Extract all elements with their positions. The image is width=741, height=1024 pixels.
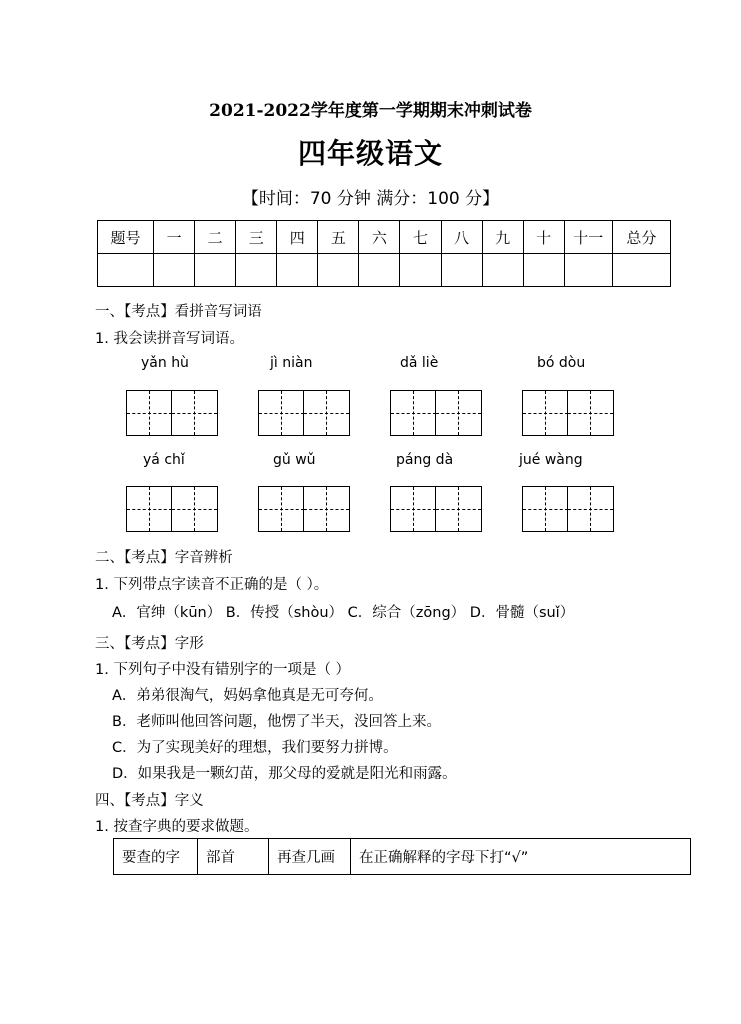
score-header-cell: 总分: [612, 221, 670, 254]
score-header-cell: 六: [359, 221, 400, 254]
writing-grid[interactable]: [126, 390, 218, 436]
score-header-cell: 九: [482, 221, 523, 254]
section2-options: A．官绅（kūn） B．传授（shòu） C．综合（zōng） D．骨髓（suǐ）: [112, 605, 575, 621]
pinyin-label: yǎn hù: [141, 355, 189, 371]
score-header-cell: 三: [236, 221, 277, 254]
dictionary-table-header-row: [114, 839, 691, 875]
pinyin-label: jì niàn: [270, 355, 313, 371]
score-entry-cell[interactable]: [318, 254, 359, 287]
pinyin-label: dǎ liè: [400, 355, 439, 371]
score-header-cell: 八: [441, 221, 482, 254]
score-entry-cell[interactable]: [98, 254, 154, 287]
score-entry-cell[interactable]: [359, 254, 400, 287]
score-entry-cell[interactable]: [195, 254, 236, 287]
writing-grid[interactable]: [390, 486, 482, 532]
score-header-cell: 四: [277, 221, 318, 254]
score-header-cell: 五: [318, 221, 359, 254]
score-header-cell: 题号: [98, 221, 154, 254]
section3-heading: 三、【考点】字形: [95, 636, 204, 652]
score-header-cell: 七: [400, 221, 441, 254]
score-entry-cell[interactable]: [482, 254, 523, 287]
exam-meta: 【时间：70 分钟 满分：100 分】: [241, 189, 500, 209]
score-header-cell: 十: [523, 221, 564, 254]
score-entry-cell[interactable]: [400, 254, 441, 287]
section2-question: 1. 下列带点字读音不正确的是（ ）。: [95, 577, 329, 593]
score-table: [97, 220, 671, 287]
section1-heading: 一、【考点】看拼音写词语: [95, 304, 262, 320]
exam-subject-title: 四年级语文: [297, 137, 443, 170]
score-entry-cell[interactable]: [441, 254, 482, 287]
score-entry-cell[interactable]: [612, 254, 670, 287]
score-table-entry-row: [98, 254, 671, 287]
score-header-cell: 十一: [564, 221, 612, 254]
writing-grid[interactable]: [126, 486, 218, 532]
dictionary-header-cell: 再查几画: [269, 839, 351, 875]
dictionary-header-cell: 部首: [198, 839, 269, 875]
section3-option-c: C．为了实现美好的理想，我们要努力拼博。: [112, 740, 398, 756]
section3-option-a: A．弟弟很淘气，妈妈拿他真是无可夸何。: [112, 688, 383, 704]
pinyin-label: yá chǐ: [143, 452, 185, 468]
score-entry-cell[interactable]: [236, 254, 277, 287]
section3-option-d: D．如果我是一颗幻苗，那父母的爱就是阳光和雨露。: [112, 766, 457, 782]
score-entry-cell[interactable]: [154, 254, 195, 287]
score-header-cell: 二: [195, 221, 236, 254]
score-entry-cell[interactable]: [277, 254, 318, 287]
pinyin-label: jué wàng: [519, 452, 583, 468]
writing-grid[interactable]: [522, 486, 614, 532]
section4-heading: 四、【考点】字义: [95, 793, 204, 809]
exam-year-title: 2021-2022学年度第一学期期末冲刺试卷: [209, 101, 532, 121]
writing-grid[interactable]: [522, 390, 614, 436]
section3-question: 1. 下列句子中没有错别字的一项是（ ）: [95, 662, 351, 678]
section4-question: 1. 按查字典的要求做题。: [95, 819, 259, 835]
score-entry-cell[interactable]: [523, 254, 564, 287]
section1-question: 1. 我会读拼音写词语。: [95, 331, 244, 347]
dictionary-header-cell: 在正确解释的字母下打“√”: [351, 839, 691, 875]
pinyin-label: páng dà: [396, 452, 454, 468]
score-table-header-row: [98, 221, 671, 254]
writing-grid[interactable]: [258, 390, 350, 436]
writing-grid[interactable]: [258, 486, 350, 532]
section3-option-b: B．老师叫他回答问题，他愣了半天，没回答上来。: [112, 714, 441, 730]
writing-grid[interactable]: [390, 390, 482, 436]
score-entry-cell[interactable]: [564, 254, 612, 287]
pinyin-label: bó dòu: [537, 355, 586, 371]
score-header-cell: 一: [154, 221, 195, 254]
pinyin-label: gǔ wǔ: [273, 452, 316, 468]
section2-heading: 二、【考点】字音辨析: [95, 550, 233, 566]
dictionary-table: [113, 838, 691, 875]
dictionary-header-cell: 要查的字: [114, 839, 198, 875]
